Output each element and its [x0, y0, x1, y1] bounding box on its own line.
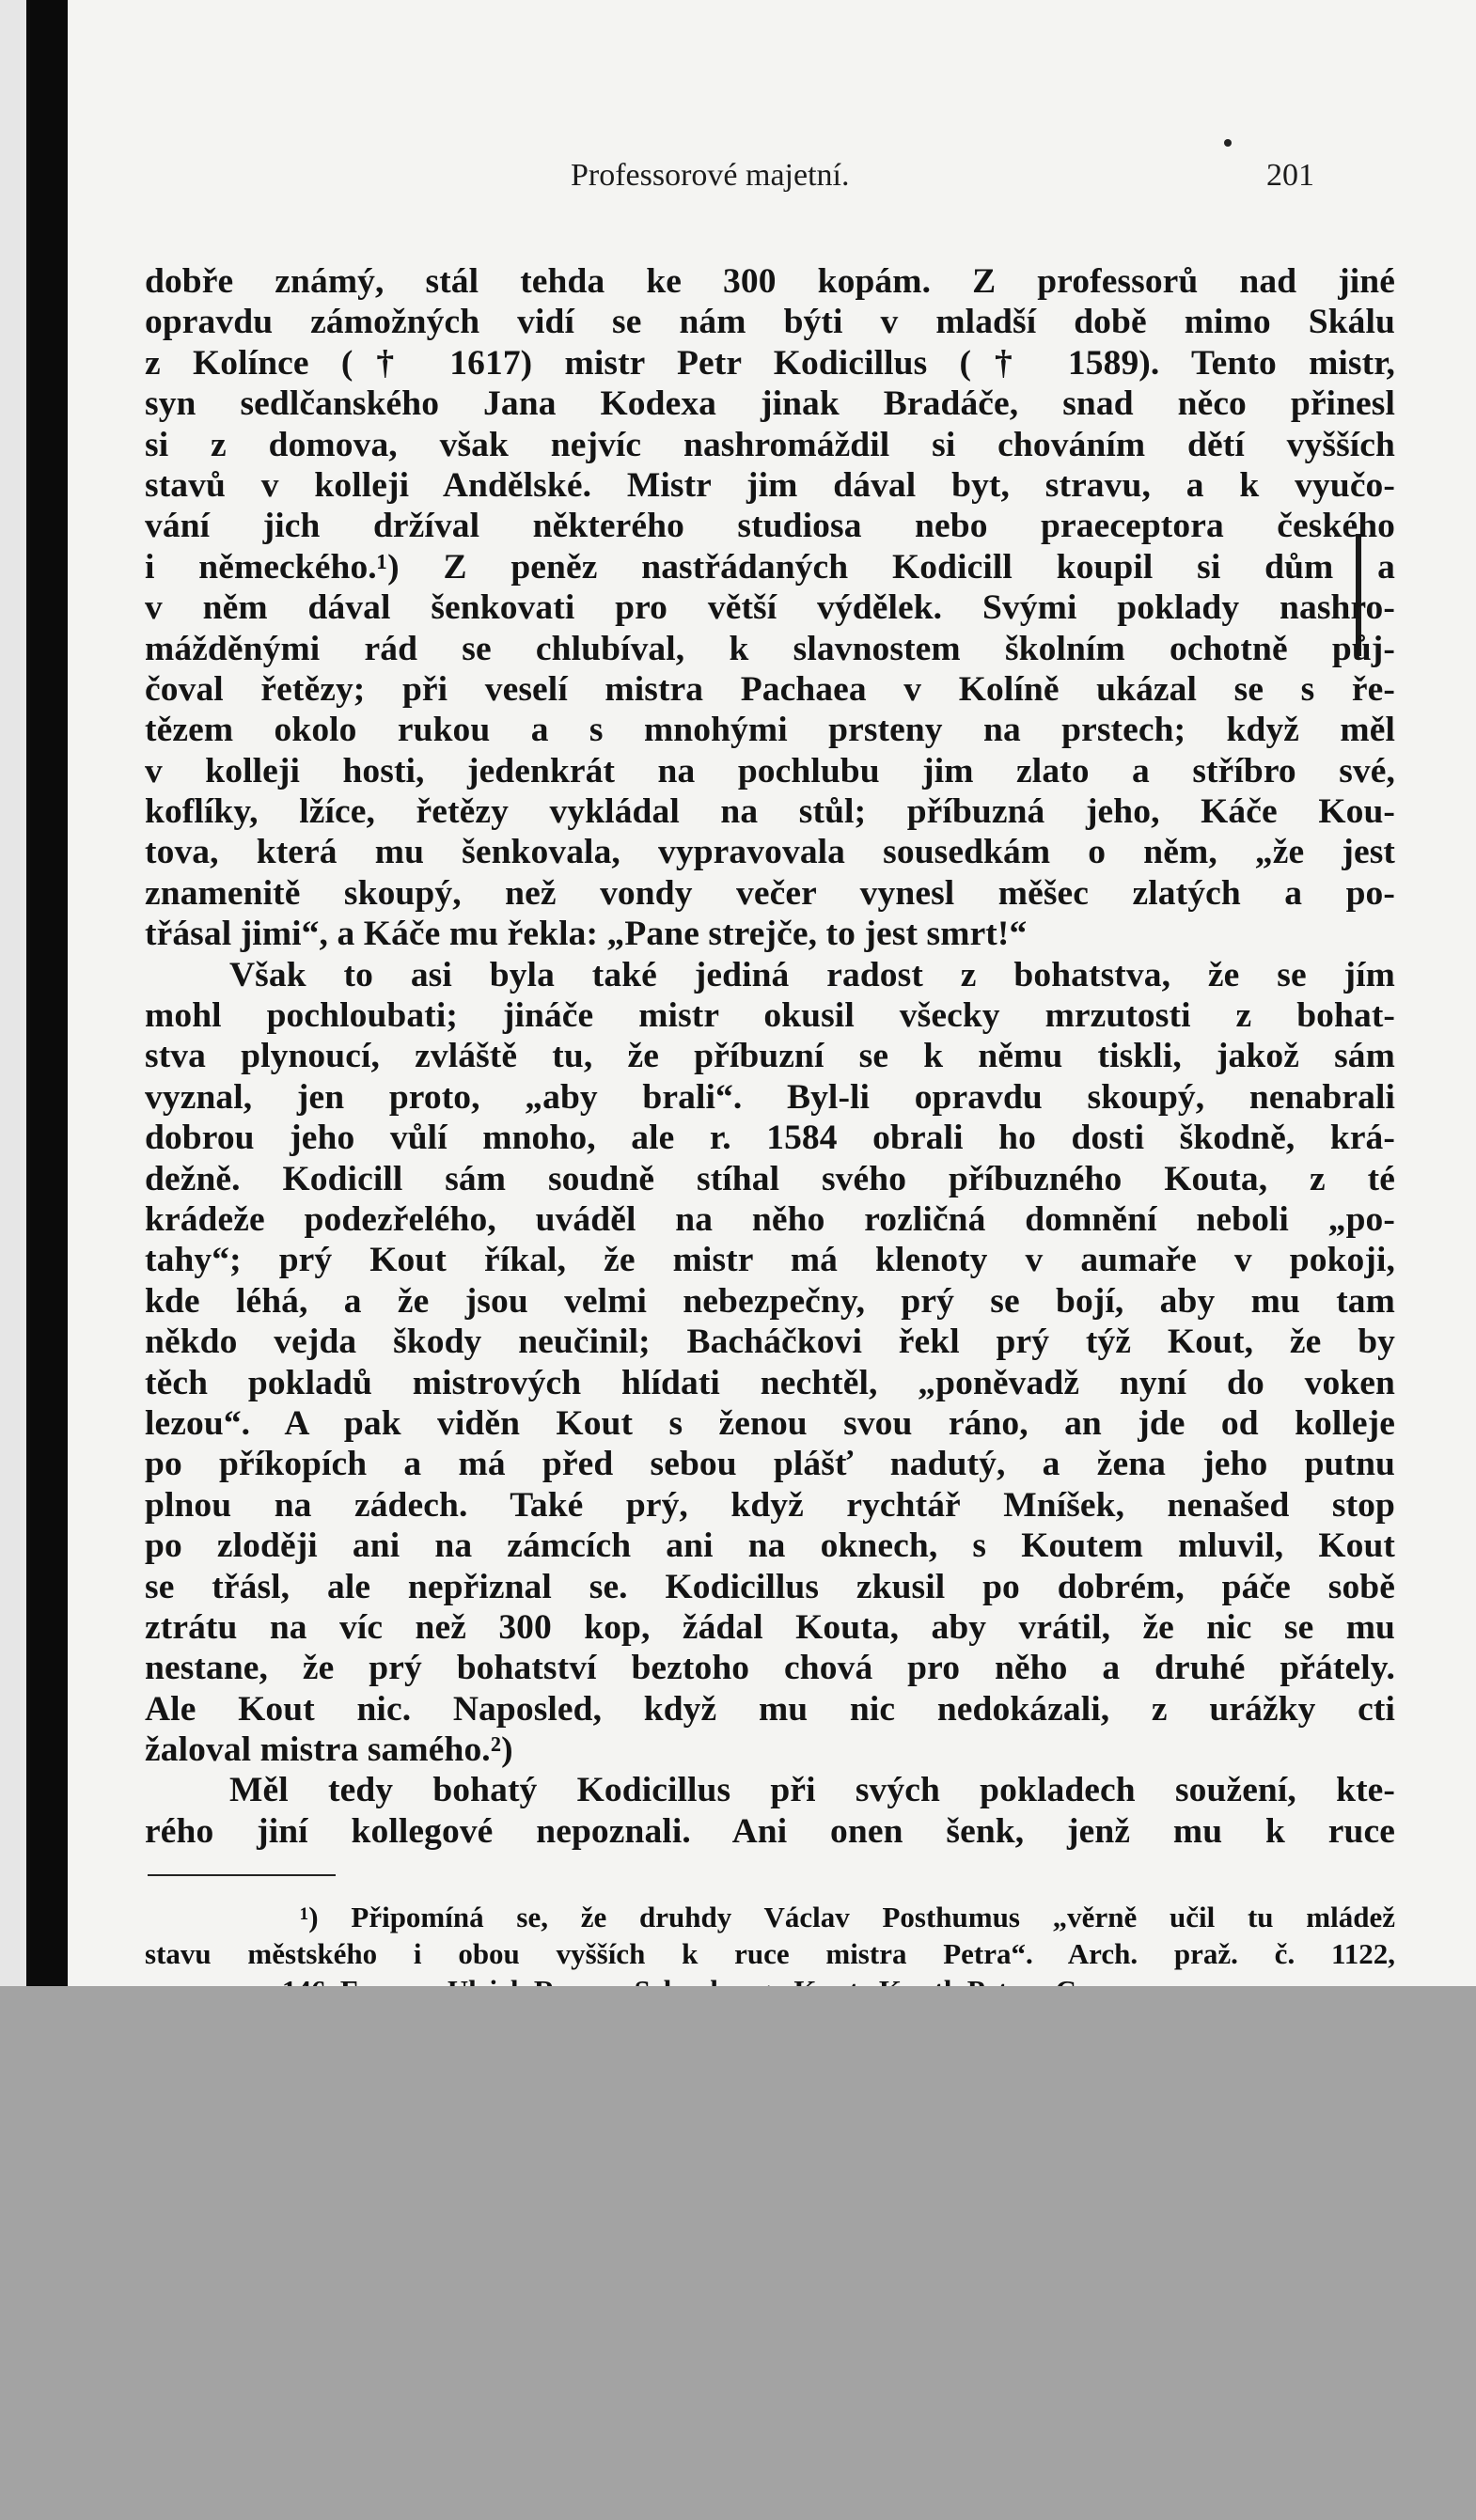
- text-line: dežně. Kodicill sám soudně stíhal svého příbuzného Kouta, z té: [145, 1159, 1395, 1198]
- text-line: dobrou jeho vůlí mnoho, ale r. 1584 obrali ho dosti škodně, krá-: [145, 1119, 1395, 1158]
- text-line: čoval řetězy; při veselí mistra Pachaea v Kolíně ukázal se s ře-: [145, 669, 1395, 709]
- text-line: třásal jimi“, a Káče mu řekla: „Pane strejče, to jest smrt!“: [145, 915, 1028, 954]
- text-line: Měl tedy bohatý Kodicillus při svých pokladech soužení, kte-: [229, 1771, 1395, 1810]
- text-line: stavů v kolleji Andělské. Mistr jim dával byt, stravu, a k vyučo-: [145, 465, 1395, 505]
- text-line: žaloval mistra samého.²): [145, 1730, 513, 1770]
- text-line: dobře známý, stál tehda ke 300 kopám. Z professorů nad jiné: [145, 262, 1395, 301]
- text-line: ztrátu na víc než 300 kop, žádal Kouta, aby vrátil, že nic se mu: [145, 1607, 1395, 1647]
- text-line: po zloději ani na zámcích ani na oknech, s Koutem mluvil, Kout: [145, 1526, 1395, 1566]
- text-line: syn sedlčanského Jana Kodexa jinak Bradáče, snad něco přinesl: [145, 384, 1395, 424]
- text-line: znamenitě skoupý, než vondy večer vynesl měšec zlatých a po-: [145, 873, 1395, 913]
- text-line: nestane, že prý bohatství beztoho chová pro něho a druhé přátely.: [145, 1649, 1395, 1688]
- text-line: tahy“; prý Kout říkal, že mistr má klenoty v aumaře v pokoji,: [145, 1241, 1395, 1280]
- text-line: Ale Kout nic. Naposled, když mu nic nedokázali, z urážky cti: [145, 1689, 1395, 1729]
- book-page: [68, 0, 1476, 1986]
- text-line: z Kolínce († 1617) mistr Petr Kodicillus († 1589). Tento mistr,: [145, 343, 1395, 383]
- footnote-line: stavu městského i obou vyšších k ruce mistra Petra“. Arch. praž. č. 1122,: [145, 1937, 1395, 1970]
- running-title: Professorové majetní.: [571, 158, 850, 193]
- text-line: kde léhá, a že jsou velmi nebezpečny, prý se bojí, aby mu tam: [145, 1281, 1395, 1321]
- text-line: krádeže podezřelého, uváděl na něho rozličná domnění neboli „po-: [145, 1199, 1395, 1239]
- text-line: plnou na zádech. Také prý, když rychtář Mníšek, nenašed stop: [145, 1485, 1395, 1525]
- text-line: v kolleji hosti, jedenkrát na pochlubu jim zlato a stříbro své,: [145, 751, 1395, 790]
- scan-left-margin: [0, 0, 26, 1986]
- scan-bottom-gray: [0, 1986, 1476, 2520]
- text-line: vyznal, jen proto, „aby brali“. Byl-li opravdu skoupý, nenabrali: [145, 1077, 1395, 1117]
- footnotes: [145, 1899, 1395, 1989]
- text-line: stva plynoucí, zvláště tu, že příbuzní se k němu tiskli, jakož sám: [145, 1037, 1395, 1076]
- text-line: i německého.¹) Z peněz nastřádaných Kodicill koupil si dům a: [145, 547, 1395, 587]
- footnote-rule: [148, 1874, 336, 1876]
- text-line: mohl pochloubati; jináče mistr okusil všecky mrzutosti z bohat-: [145, 996, 1395, 1036]
- text-line: si z domova, však nejvíc nashromáždil si chováním dětí vyšších: [145, 425, 1395, 464]
- text-line: v něm dával šenkovati pro větší výdělek. Svými poklady nashro-: [145, 588, 1395, 628]
- footnote-line: ¹) Připomíná se, že druhdy Václav Posthumus „věrně učil tu mládež: [300, 1901, 1395, 1933]
- page-header: [68, 158, 1476, 203]
- text-line: Však to asi byla také jediná radost z bohatstva, že se jím: [229, 955, 1395, 994]
- text-line: lezou“. A pak viděn Kout s ženou svou ráno, an jde od kolleje: [145, 1403, 1395, 1443]
- text-line: vání jich držíval některého studiosa nebo praeceptora českého: [145, 507, 1395, 546]
- text-line: někdo vejda škody neučinil; Bacháčkovi řekl prý týž Kout, že by: [145, 1323, 1395, 1362]
- text-line: po příkopích a má před sebou plášť nadutý, a žena jeho putnu: [145, 1445, 1395, 1484]
- body-text: [145, 261, 1395, 1852]
- page-number: 201: [1266, 158, 1314, 193]
- text-line: rého jiní kollegové nepoznali. Ani onen šenk, jenž mu k ruce: [145, 1811, 1395, 1851]
- ink-speck: [1224, 139, 1232, 147]
- text-line: koflíky, lžíce, řetězy vykládal na stůl; příbuzná jeho, Káče Kou-: [145, 792, 1395, 832]
- text-line: tězem okolo rukou a s mnohými prsteny na prstech; když měl: [145, 711, 1395, 750]
- text-line: opravdu zámožných vidí se nám býti v mladší době mimo Skálu: [145, 303, 1395, 342]
- text-line: mážděnými rád se chlubíval, k slavnostem školním ochotně půj-: [145, 629, 1395, 668]
- text-line: tova, která mu šenkovala, vypravovala sousedkám o něm, „že jest: [145, 833, 1395, 872]
- text-line: se třásl, ale nepřiznal se. Kodicillus zkusil po dobrém, páče sobě: [145, 1567, 1395, 1606]
- text-line: těch pokladů mistrových hlídati nechtěl, „poněvadž nyní do voken: [145, 1363, 1395, 1402]
